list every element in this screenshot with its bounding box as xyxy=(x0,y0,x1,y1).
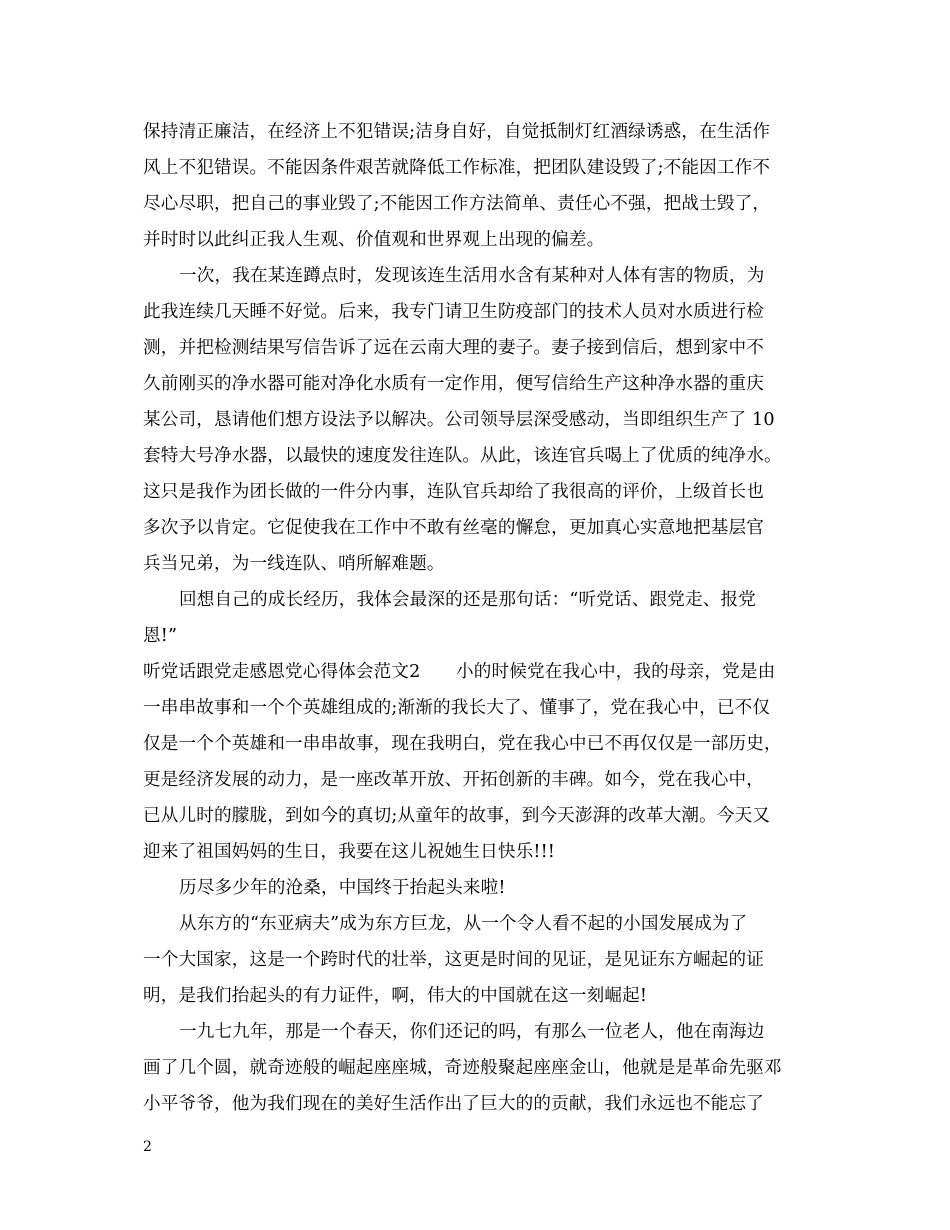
text-line: 久前刚买的净水器可能对净化水质有一定作用，便写信给生产这种净水器的重庆 xyxy=(143,374,765,394)
text-line: 此我连续几天睡不好觉。后来，我专门请卫生防疫部门的技术人员对水质进行检 xyxy=(143,302,765,322)
text-line: 一串串故事和一个个英雄组成的;渐渐的我长大了、懂事了，党在我心中，已不仅 xyxy=(143,698,771,718)
text-line: 历尽多少年的沧桑，中国终于抬起头来啦! xyxy=(179,878,506,898)
text-line: 套特大号净水器，以最快的速度发往连队。从此，该连官兵喝上了优质的纯净水。 xyxy=(143,446,782,466)
text-line: 保持清正廉洁，在经济上不犯错误;洁身自好，自觉抵制灯红酒绿诱惑，在生活作 xyxy=(143,122,771,142)
text-line: 从东方的“东亚病夫”成为东方巨龙，从一个令人看不起的小国发展成为了 xyxy=(179,914,748,934)
text-line: 尽心尽职，把自己的事业毁了;不能因工作方法简单、责任心不强，把战士毁了， xyxy=(143,194,771,214)
text-line: 仅是一个个英雄和一串串故事，现在我明白，党在我心中已不再仅仅是一部历史， xyxy=(143,734,782,754)
text-line: 多次予以肯定。它促使我在工作中不敢有丝毫的懈怠，更加真心实意地把基层官 xyxy=(143,518,765,538)
text-line: 一个大国家，这是一个跨时代的壮举，这更是时间的见证，是见证东方崛起的证 xyxy=(143,950,765,970)
text-line: 测，并把检测结果写信告诉了远在云南大理的妻子。妻子接到信后，想到家中不 xyxy=(143,338,765,358)
text-line: 某公司，恳请他们想方设法予以解决。公司领导层深受感动，当即组织生产了 10 xyxy=(143,410,775,430)
text-line: 回想自己的成长经历，我体会最深的还是那句话：“听党话、跟党走、报党 xyxy=(179,590,756,610)
text-line: 兵当兄弟，为一线连队、哨所解难题。 xyxy=(143,554,445,574)
text-line: 并时时以此纠正我人生观、价值观和世界观上出现的偏差。 xyxy=(143,230,605,250)
text-line: 更是经济发展的动力，是一座改革开放、开拓创新的丰碑。如今，党在我心中， xyxy=(143,770,765,790)
text-line: 一九七九年，那是一个春天，你们还记的吗，有那么一位老人，他在南海边 xyxy=(179,1022,765,1042)
text-line: 画了几个圆，就奇迹般的崛起座座城，奇迹般聚起座座金山，他就是是革命先驱邓 xyxy=(143,1058,782,1078)
text-line: 恩!” xyxy=(143,626,178,646)
text-line: 迎来了祖国妈妈的生日，我要在这儿祝她生日快乐!!! xyxy=(143,842,556,862)
text-line: 小平爷爷，他为我们现在的美好生活作出了巨大的的贡献，我们永远也不能忘了 xyxy=(143,1094,765,1114)
text-line: 已从儿时的朦胧，到如今的真切;从童年的故事，到今天澎湃的改革大潮。今天又 xyxy=(143,806,771,826)
text-line: 一次，我在某连蹲点时，发现该连生活用水含有某种对人体有害的物质，为 xyxy=(179,266,765,286)
section-heading-line: 听党话跟党走感恩党心得体会范文2 小的时候党在我心中，我的母亲，党是由 xyxy=(143,662,776,682)
page-number: 2 xyxy=(143,1139,152,1155)
text-line: 明，是我们抬起头的有力证件，啊，伟大的中国就在这一刻崛起! xyxy=(143,986,648,1006)
text-line: 风上不犯错误。不能因条件艰苦就降低工作标准，把团队建设毁了;不能因工作不 xyxy=(143,158,771,178)
text-line: 这只是我作为团长做的一件分内事，连队官兵却给了我很高的评价，上级首长也 xyxy=(143,482,765,502)
